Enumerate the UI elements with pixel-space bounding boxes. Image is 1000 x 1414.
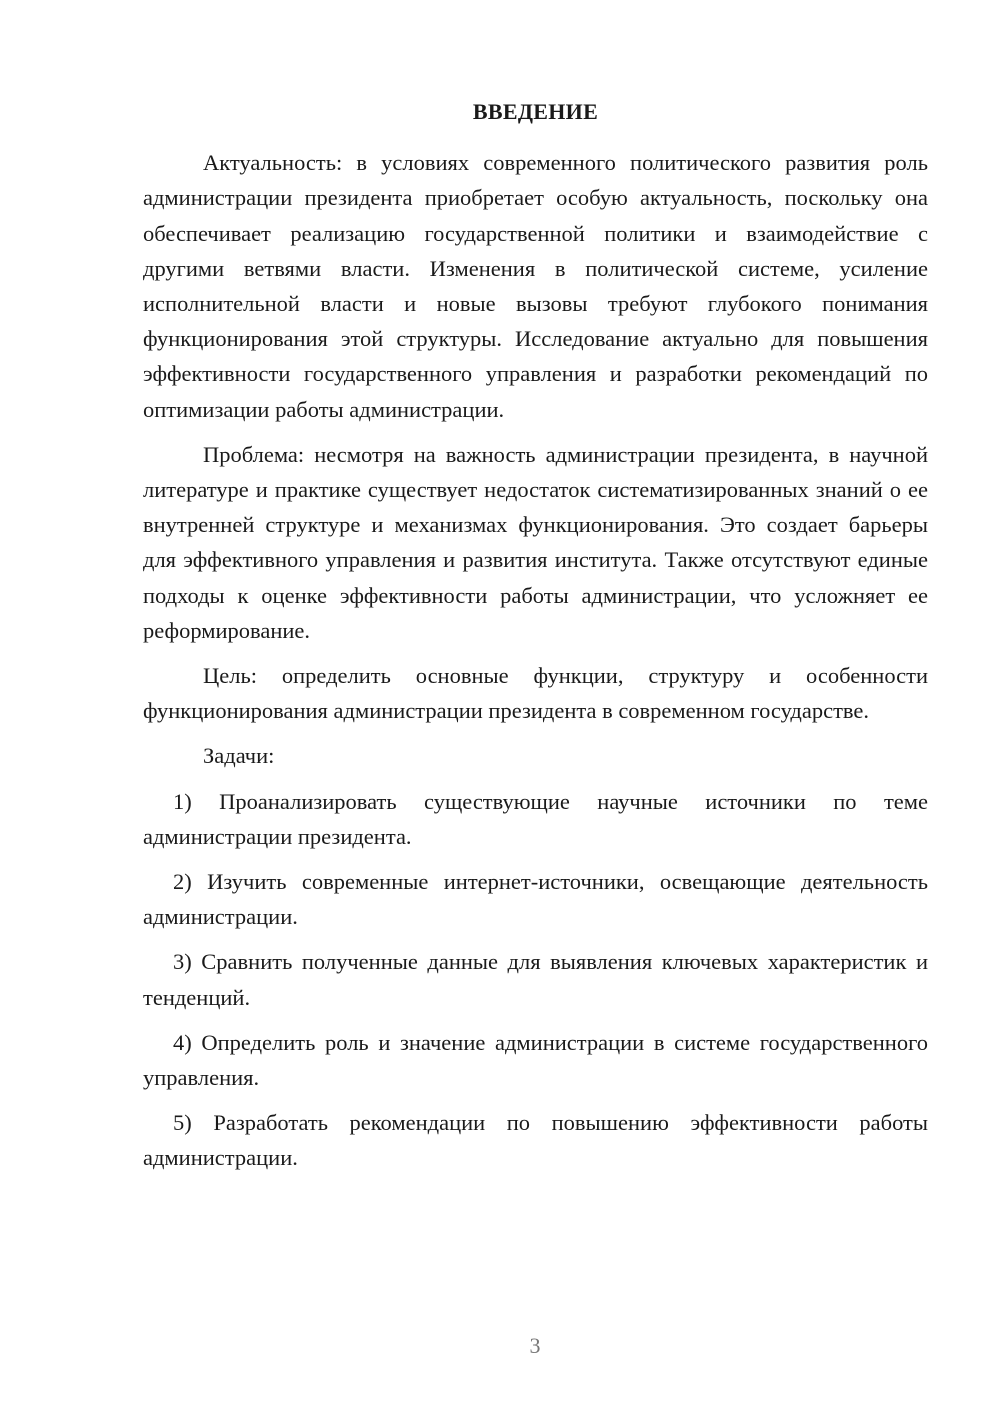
list-item: 3) Сравнить полученные данные для выявления ключевых характеристик и тенденций. bbox=[143, 949, 928, 1010]
page-content bbox=[143, 94, 928, 1186]
section-heading: ВВЕДЕНИЕ bbox=[472, 99, 599, 124]
paragraph-relevance: Актуальность: в условиях современного политического развития роль администрации президента приобретает особую актуальность, поскольку она обеспечивает реализацию государственной политики и взаимодействие с другими ветвями власти. Изменения в политической системе, усиление исполнительной власти и новые вызовы требуют глубокого понимания функционирования этой структуры. Исследование актуально для повышения эффективности государственного управления и разработки рекомендаций по оптимизации работы администрации. bbox=[143, 150, 928, 422]
list-item: 4) Определить роль и значение администрации в системе государственного управления. bbox=[143, 1029, 928, 1091]
paragraph-goal: Цель: определить основные функции, структуру и особенности функционирования администрации президента в современном государстве. bbox=[143, 663, 928, 724]
list-item: 2) Изучить современные интернет-источники, освещающие деятельность администрации. bbox=[143, 869, 928, 930]
tasks-list bbox=[143, 784, 928, 1176]
list-item: 5) Разработать рекомендации по повышению эффективности работы администрации. bbox=[143, 1110, 928, 1171]
tasks-heading: Задачи: bbox=[203, 743, 275, 769]
list-item: 1) Проанализировать существующие научные источники по теме администрации президента. bbox=[143, 788, 928, 849]
page-number: 3 bbox=[529, 1333, 541, 1358]
paragraph-problem: Проблема: несмотря на важность администрации президента, в научной литературе и практике существует недостаток систематизированных знаний о ее внутренней структуре и механизмах функционирования. Это создает барьеры для эффективного управления и развития института. Также отсутствуют единые подходы к оценке эффективности работы администрации, что усложняет ее реформирование. bbox=[143, 441, 928, 643]
